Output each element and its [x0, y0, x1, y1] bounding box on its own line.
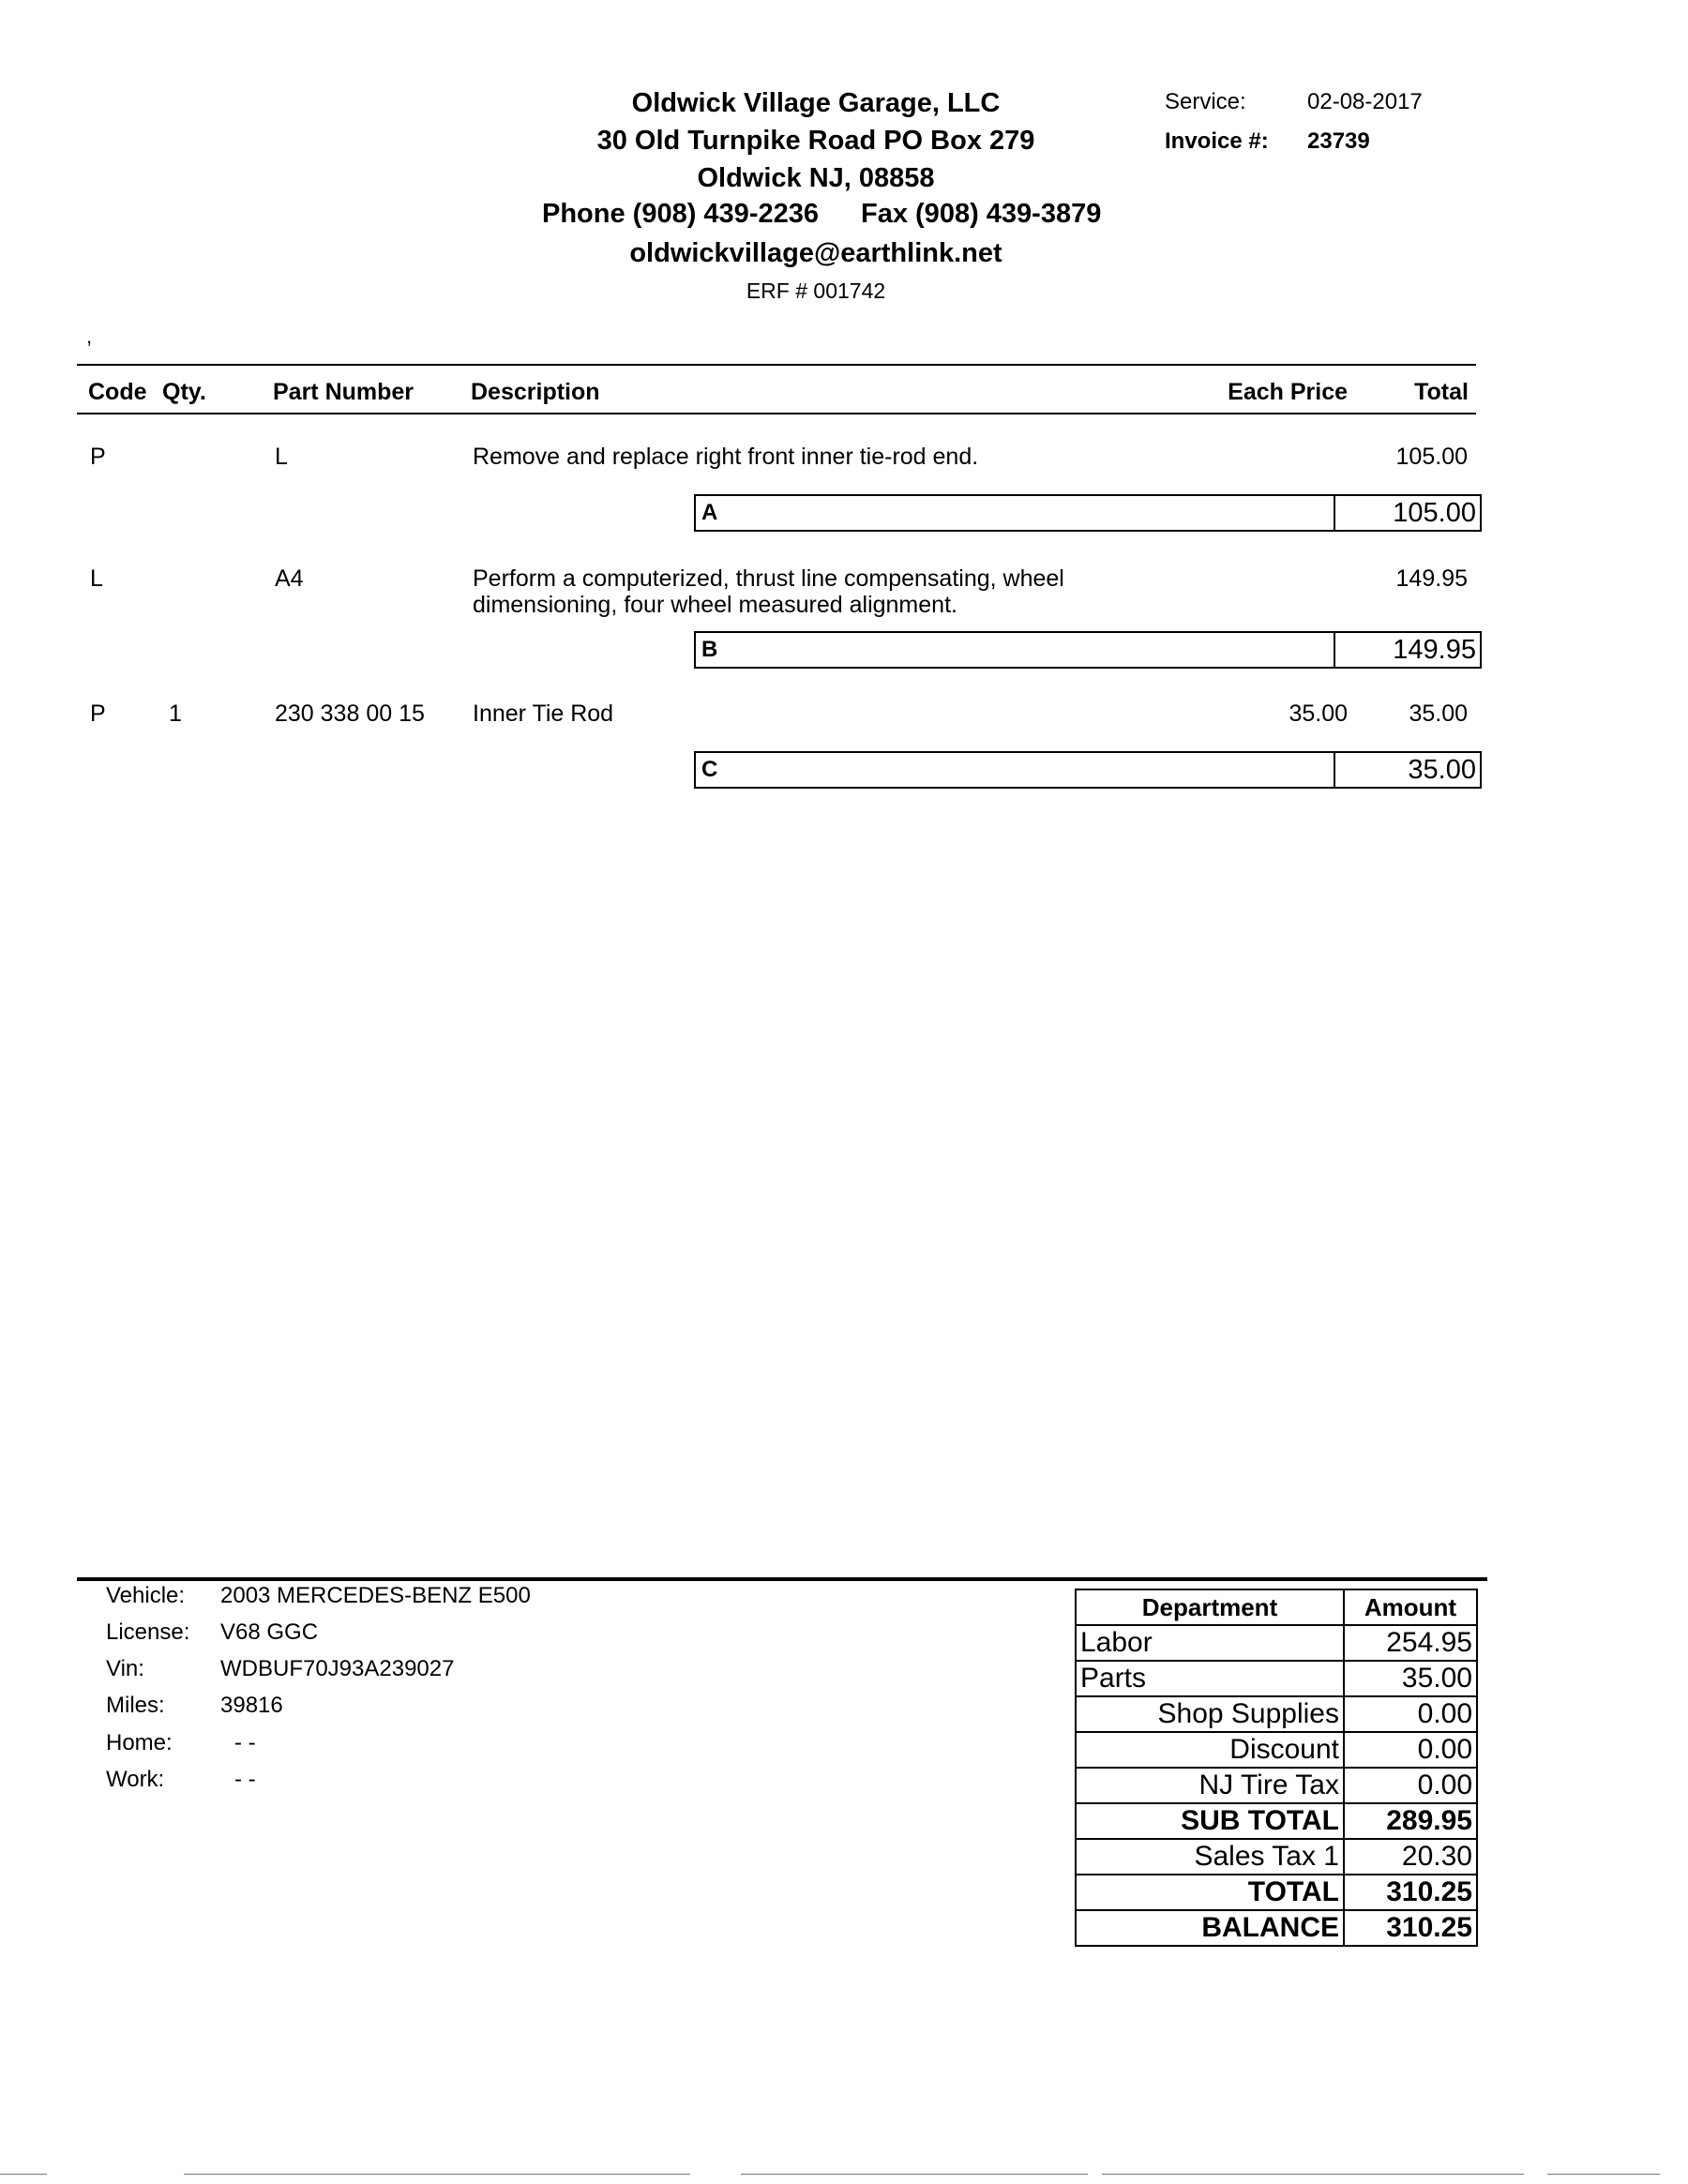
vin-value: WDBUF70J93A239027: [220, 1656, 455, 1681]
item-description-line2: dimensioning, four wheel measured alignment.: [473, 592, 957, 618]
home-label: Home:: [106, 1730, 173, 1755]
service-date: 02-08-2017: [1307, 89, 1423, 114]
item-code: P: [90, 700, 106, 727]
item-part-number: A4: [275, 565, 304, 592]
totals-amount: 310.25: [1344, 1910, 1477, 1946]
totals-label: Shop Supplies: [1076, 1696, 1344, 1732]
totals-header-row: [1076, 1589, 1477, 1625]
erf-number: ERF # 001742: [746, 279, 886, 303]
license-value: V68 GGC: [220, 1619, 319, 1645]
totals-row-balance: [1076, 1910, 1477, 1946]
item-total: 105.00: [1395, 444, 1468, 470]
company-email: oldwickvillage@earthlink.net: [629, 238, 1002, 268]
totals-row-shop-supplies: [1076, 1696, 1477, 1732]
item-part-number: L: [275, 444, 288, 470]
totals-label: Discount: [1076, 1732, 1344, 1768]
work-label: Work:: [106, 1767, 165, 1792]
item-description: Remove and replace right front inner tie-rod end.: [473, 444, 979, 470]
box-divider: [1334, 633, 1335, 667]
stray-mark: ,: [86, 324, 93, 348]
group-total: 149.95: [1393, 635, 1476, 665]
item-total: 35.00: [1409, 700, 1468, 727]
invoice-label: Invoice #:: [1165, 128, 1269, 154]
col-total: Total: [1414, 379, 1469, 405]
totals-amount: 20.30: [1344, 1839, 1477, 1875]
col-each-price: Each Price: [1228, 379, 1348, 405]
company-name: Oldwick Village Garage, LLC: [631, 88, 1001, 118]
col-qty: Qty.: [162, 379, 206, 405]
scan-dash: [1547, 2174, 1660, 2175]
vehicle-label: Vehicle:: [106, 1583, 186, 1608]
department-header: Department: [1076, 1589, 1344, 1625]
totals-label: Parts: [1076, 1661, 1344, 1696]
item-description: Inner Tie Rod: [473, 700, 614, 727]
table-header-rule: [77, 413, 1476, 414]
totals-label: SUB TOTAL: [1076, 1803, 1344, 1839]
item-total: 149.95: [1395, 565, 1468, 592]
totals-row-discount: [1076, 1732, 1477, 1768]
service-label: Service:: [1165, 89, 1246, 114]
totals-row-nj-tire-tax: [1076, 1768, 1477, 1803]
totals-row-labor: [1076, 1625, 1477, 1661]
totals-amount: 0.00: [1344, 1732, 1477, 1768]
table-top-rule: [77, 364, 1476, 366]
totals-row-sub-total: [1076, 1803, 1477, 1839]
item-qty: 1: [169, 700, 182, 727]
scan-dash: [0, 2174, 47, 2175]
company-fax: Fax (908) 439-3879: [861, 199, 1102, 229]
miles-value: 39816: [220, 1693, 283, 1718]
group-total: 105.00: [1393, 498, 1476, 528]
company-city: Oldwick NJ, 08858: [697, 163, 935, 193]
box-divider: [1334, 496, 1335, 530]
scan-dash: [1102, 2174, 1524, 2175]
invoice-number: 23739: [1307, 128, 1370, 154]
totals-label: NJ Tire Tax: [1076, 1768, 1344, 1803]
scan-dash: [741, 2174, 1088, 2175]
department-totals-table: [1075, 1589, 1478, 1947]
item-part-number: 230 338 00 15: [275, 700, 425, 727]
totals-amount: 289.95: [1344, 1803, 1477, 1839]
totals-amount: 35.00: [1344, 1661, 1477, 1696]
item-description: Perform a computerized, thrust line compensating, wheel: [473, 565, 1064, 592]
totals-label: BALANCE: [1076, 1910, 1344, 1946]
license-label: License:: [106, 1619, 190, 1645]
group-letter: B: [701, 637, 718, 662]
item-each-price: 35.00: [1289, 700, 1348, 727]
totals-amount: 0.00: [1344, 1768, 1477, 1803]
group-total: 35.00: [1408, 755, 1476, 785]
scan-dash: [184, 2174, 690, 2175]
totals-label: Sales Tax 1: [1076, 1839, 1344, 1875]
company-phone: Phone (908) 439-2236: [542, 199, 819, 229]
totals-row-sales-tax: [1076, 1839, 1477, 1875]
group-subtotal-box: [694, 751, 1482, 789]
col-description: Description: [471, 379, 600, 405]
totals-amount: 254.95: [1344, 1625, 1477, 1661]
amount-header: Amount: [1344, 1589, 1477, 1625]
totals-row-parts: [1076, 1661, 1477, 1696]
totals-row-total: [1076, 1875, 1477, 1910]
vin-label: Vin:: [106, 1656, 144, 1681]
totals-amount: 310.25: [1344, 1875, 1477, 1910]
group-subtotal-box: [694, 631, 1482, 669]
group-subtotal-box: [694, 494, 1482, 532]
box-divider: [1334, 753, 1335, 787]
item-code: L: [90, 565, 103, 592]
col-code: Code: [88, 379, 147, 405]
miles-label: Miles:: [106, 1693, 165, 1718]
group-letter: A: [701, 500, 718, 525]
company-address: 30 Old Turnpike Road PO Box 279: [596, 126, 1035, 156]
totals-label: TOTAL: [1076, 1875, 1344, 1910]
col-part-number: Part Number: [273, 379, 414, 405]
vehicle-value: 2003 MERCEDES-BENZ E500: [220, 1583, 531, 1608]
totals-amount: 0.00: [1344, 1696, 1477, 1732]
group-letter: C: [701, 757, 718, 782]
work-value: - -: [234, 1767, 256, 1792]
item-code: P: [90, 444, 106, 470]
footer-rule: [77, 1577, 1487, 1581]
home-value: - -: [234, 1730, 256, 1755]
totals-label: Labor: [1076, 1625, 1344, 1661]
